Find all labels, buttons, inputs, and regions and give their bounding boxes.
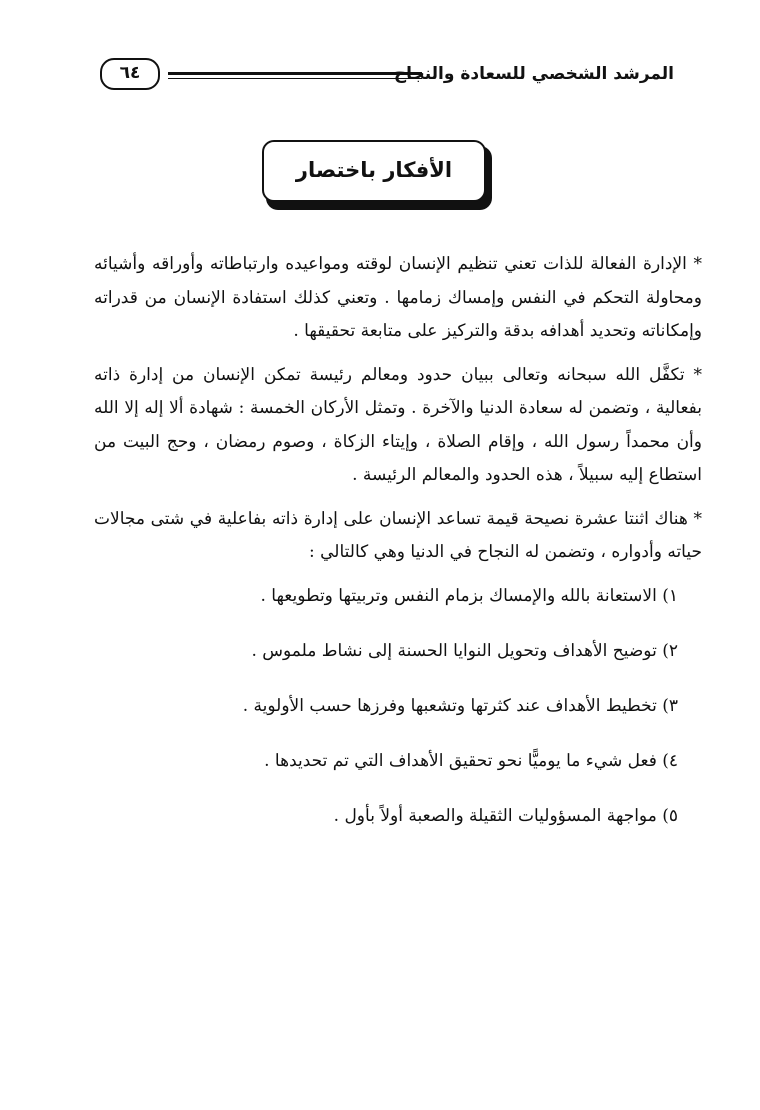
paragraph: * تكفَّل الله سبحانه وتعالى ببيان حدود ومعالم رئيسة تمكن الإنسان من إدارة ذاته بفعالية ، وتضمن له سعادة الدنيا والآخرة . وتمثل الأركان الخمسة : شهادة ألا إله إلا الله وأن محمداً رسول الله ، وإقام الصلاة ، وإيتاء الزكاة ، وصوم رمضان ، وحج البيت من استطاع إليه سبيلاً ، هذه الحدود والمعالم الرئيسة .	[94, 364, 702, 485]
page-number-badge	[100, 58, 160, 90]
header-rule	[168, 72, 422, 79]
list-item: ١) الاستعانة بالله والإمساك بزمام النفس وتربيتها وتطويعها .	[260, 585, 678, 606]
list-item: ٤) فعل شيء ما يوميًّا نحو تحقيق الأهداف التي تم تحديدها .	[264, 750, 678, 771]
list-item: ٥) مواجهة المسؤوليات الثقيلة والصعبة أولاً بأول .	[333, 805, 678, 826]
list-item: ٢) توضيح الأهداف وتحويل النوايا الحسنة إلى نشاط ملموس .	[251, 640, 678, 661]
paragraph: * الإدارة الفعالة للذات تعني تنظيم الإنسان لوقته ومواعيده وارتباطاته وأوراقه وأشيائه ومحاولة التحكم في النفس وإمساك زمامها . وتعني كذلك استفادة الإنسان من قدراته وإمكاناته وتحديد أهدافه بدقة والتركيز على متابعة تحقيقها .	[94, 254, 702, 341]
paragraph: * هناك اثنتا عشرة نصيحة قيمة تساعد الإنسان على إدارة ذاته بفاعلية في شتى مجالات حياته وأدواره ، وتضمن له النجاح في الدنيا وهي كالتالي :	[94, 508, 702, 562]
page-number: ٦٤	[119, 63, 141, 83]
body-text	[94, 248, 702, 855]
list-item: ٣) تخطيط الأهداف عند كثرتها وتشعبها وفرزها حسب الأولوية .	[242, 695, 678, 716]
advice-list	[94, 580, 702, 833]
section-title-frame	[262, 140, 494, 212]
book-title: المرشد الشخصي للسعادة والنجاح	[393, 64, 674, 84]
running-header	[86, 56, 674, 96]
section-title: الأفكار باختصار	[262, 140, 486, 202]
